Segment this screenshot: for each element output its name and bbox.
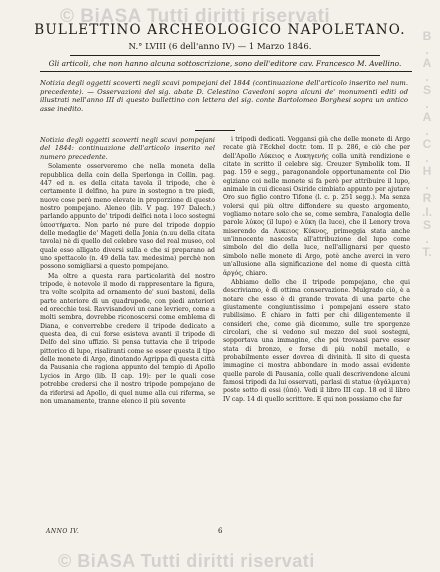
watermark-top: © BiASA Tutti diritti riservati: [60, 6, 331, 27]
table-of-contents: Notizia degli oggetti scoverti negli scavi pompejani del 1844 (continuazione dell'articolo inserito nel num. precedente). — Osservazioni del sig. abate D. Celestino Cavedoni sopra alcuni de' monumenti editi od illustrati nell'anno III di questo bullettino con lettera del sig. conte Bartolomeo Borghesi sopra un antico asse inedito.: [40, 79, 408, 113]
watermark-side: B.A.S.A.C.H.R.I.S.T.: [422, 29, 433, 259]
left-column: [40, 136, 215, 406]
footer-year: ANNO IV.: [46, 528, 80, 535]
paragraph: i tripodi dedicati. Veggansi già che delle monete di Argo recate già l'Eckhel doctr. tom. II p. 286, e ciò che per dell'Apollo Λύκειος e Λυκηγενής colla unità rendizione e citate in scritto il celebre sig. Creuzer Symbolik tom. II pag. 159 e segg., paragonandole opportunamente col Dio egiziano coi nelle monete si fa però per attribuire il lupo, animale in cui diceasi Osiride cimbiato appunto per ajutare Oro suo figlio contro Tifone (l. c. p. 251 segg.). Ma senza volersi qui più oltre diffondere su questo argomento, vogliamo notare solo che se, come sembra, l'analogia delle parole λύκος (il lupo) e λύκη (la luce), che il Lenory trova miserendo da Λυκειος Κύκνος, primeggia stata anche un'innocente nascosta all'attribuzione del lupo come simbolo del dio della luce, nell'allignarsi per questo simbolo nelle monete di Argo, potè anche averci in vero un'allusione alla significazione del nome di questa città ἀργός, chiaro.: [223, 136, 410, 277]
paragraph: Solamente osserveremo che nella moneta della repubblica della coin della Sperlonga in Collin. pag. 447 ed n. es della citata tavola il tripode, che è certamente il delfino, ha pure in sostegno n tre piedi, nuove cose però meno elevate in proporzione di questo nostro pompejano. Aleneo (lib. V pag. 197 Dalech.) parlando appunto de' tripodi delfici nota i loco sostegni ὑποστήματα. Non parlo né pure del tripode doppio delle medaglie de' Mageti della Jonia (n.uu della citata tavola) nè di quello del celebre vaso del real museo, col quale esso alligato diversi sulla e che si preparano ad uno spettacolo (n. 49 della tav. medesima) perchè non possono somigliarsi a questo pompejano.: [40, 163, 215, 271]
right-column: [223, 136, 410, 404]
watermark-bottom: © BiASA Tutti diritti riservati: [58, 551, 315, 571]
issue-line: N.° LVIII (6 dell'anno IV) — 1 Marzo 1846.: [128, 42, 312, 52]
divider: [70, 55, 380, 56]
divider: [40, 71, 412, 72]
signature-mark: 6: [218, 527, 223, 535]
article-title: Notizia degli oggetti scoverti negli scavi pompejani del 1844: continuazione dell'articolo inserito nel numero precedente.: [40, 136, 215, 161]
paragraph: Ma oltre a questa rara particolarità del nostro tripode, è notevole il modo di rappresentare la figura, tra volte scolpita ad ornamento de' suoi bastoni, della parte anteriore di un quadrupede, con piedi anteriori ed orecchie tesi. Ravvisandovi un cane levriero, come a molti sembra, dovrebbe riconoscersi come emblema di Diana, e converrebbe credere il tripode dedicato a questa dea, di cui forse esisteva avanti il tripode di Delfo del sino uffizio. Si pensa tuttavia che il tripode pittorico di lupo, risaliranti come se esser questa il tipo delle monete di Argo, dinotando Agrippa di questa città da Pausania che ragiona appunto del tempio di Apollo Lycios in Argo (lib. II cap. 19): per le quali cose potrebbe credersi che il nostro tripode pompejano de da riferirsi ad Apollo, di quel nume alla cui riferma, se non umanamente, tranne elenco il più sovente: [40, 272, 215, 405]
editor-notice: Gli articoli, che non hanno alcuna sottoscrizione, sono dell'editore cav. Francesco M. Avellino.: [48, 59, 402, 68]
journal-masthead: BULLETTINO ARCHEOLOGICO NAPOLETANO.: [34, 22, 406, 38]
divider: [195, 130, 235, 131]
paragraph: Abbiamo dello che il tripode pompejano, che qui descriviamo, è di ottima conservazione. Mulgrado ciò, è a notare che esso è di grande trovata di una parte che giustamente congiuntissimo i pompejani essere stato rubilisimo. È chiaro in fatti per chi diligentemente il consideri che, come già dicemmo, sulle tre sporgenze circolari, che si vedono sul mezzo del suoi sostegni, sopportava una immagine, che poi trovaasi parve esser stata di bronzo, e forse di più nobil metallo, e probabilmente esser dovrea di divinità. Il sito di questa immagine ci mostra abbondare in modo assai evidente quelle parole di Pausania, colle quali descrivendone alcuni famosi tripodi da lui osservati, parlasi di statue (ἀγάλματα) poste sotto di essi (ὑπό). Vedi il libro III cap. 18 ed il libro IV cap. 14 di quello scrittore. E qui non possiamo che far: [223, 278, 410, 403]
